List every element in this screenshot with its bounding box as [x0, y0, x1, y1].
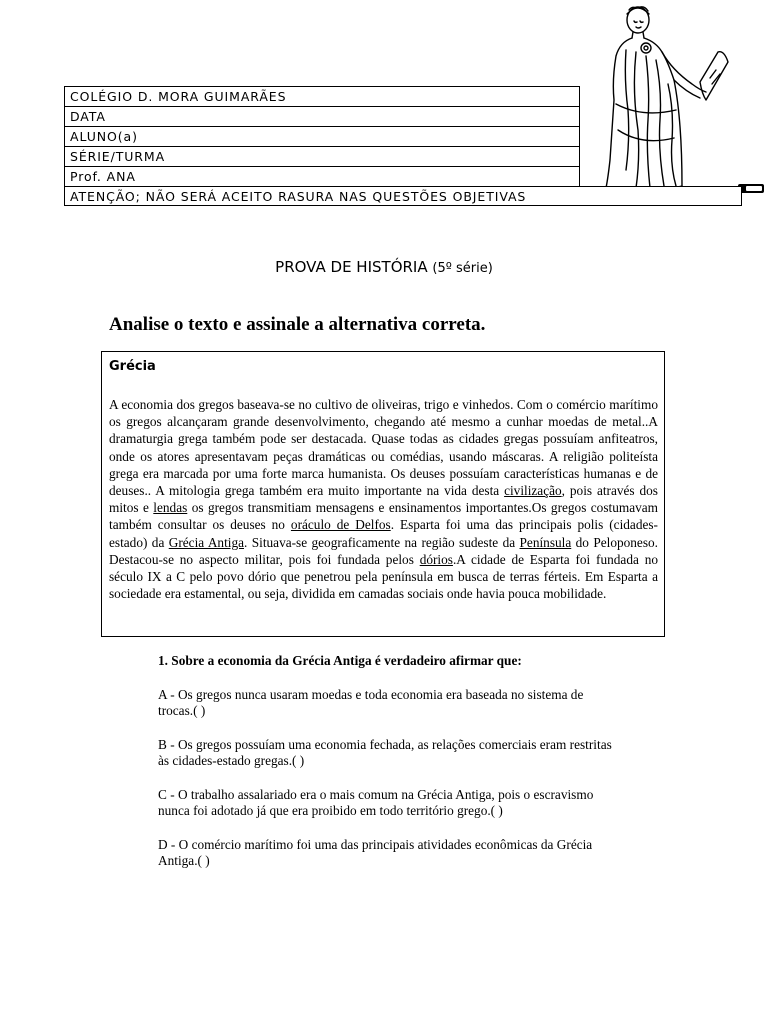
question-1 [158, 653, 618, 887]
exam-title-main: PROVA DE HISTÓRIA [275, 258, 428, 276]
text-segment: . Esparta foi uma das principais polis (cidades-estado) da [109, 517, 658, 550]
question-stem: 1. Sobre a economia da Grécia Antiga é verdadeiro afirmar que: [158, 653, 522, 668]
grade-class-field: SÉRIE/TURMA [64, 146, 580, 166]
option-b[interactable]: B - Os gregos possuíam uma economia fechada, as relações comerciais eram restritas às cidades-estado gregas.( ) [158, 736, 612, 768]
date-field: DATA [64, 106, 580, 126]
instruction-heading: Analise o texto e assinale a alternativa correta. [109, 314, 486, 335]
exam-title-grade: (5º série) [432, 261, 493, 276]
link-grecia-antiga[interactable]: Grécia Antiga [168, 534, 245, 550]
student-name-field: ALUNO(a) [64, 126, 580, 146]
text-segment: , pois através dos mitos e [109, 483, 658, 516]
school-name-field: COLÉGIO D. MORA GUIMARÃES [64, 86, 580, 106]
option-c[interactable]: C - O trabalho assalariado era o mais comum na Grécia Antiga, pois o escravismo nunca foi adotado já que era proibido em todo território grego.( ) [158, 786, 594, 818]
exam-title [0, 258, 768, 276]
reading-text-box [101, 351, 665, 637]
teacher-field: Prof. ANA [64, 166, 580, 186]
reading-text-body [109, 396, 658, 602]
option-a[interactable]: A - Os gregos nunca usaram moedas e toda economia era baseada no sistema de trocas.( ) [158, 686, 584, 718]
text-segment: .A cidade de Esparta foi fundada no século IX a C pelo povo dório que penetrou pela península em busca de terras férteis. Em Esparta a sociedade era estamental, ou seja, dividida em camadas sociais onde havia pouca mobilidade. [109, 551, 658, 602]
text-segment: os gregos transmitiam mensagens e ensinamentos importantes.Os gregos costumavam também consultar os deuses no [109, 500, 658, 533]
link-oraculo-de-delfos[interactable]: oráculo de Delfos [290, 517, 391, 533]
text-segment: . Situava-se geograficamente na região sudeste da [244, 534, 520, 550]
header-form [64, 86, 742, 206]
link-lendas[interactable]: lendas [153, 500, 188, 516]
link-peninsula[interactable]: Península [519, 534, 572, 550]
text-segment: A economia dos gregos baseava-se no cultivo de oliveiras, trigo e vinhedos. Com o comércio marítimo os gregos alcançaram grande desenvolvimento, chegando até mesmo a cunhar moedas de metal..A dramaturgia grega também pode ser destacada. Quase todas as cidades gregas possuíam anfiteatros, onde os atores apresentavam peças dramáticas ou comédias, usando máscaras. A religião politeísta grega era marcada por uma forte marca humanista. Os deuses possuíam características humanas e de deuses.. A mitologia grega também era muito importante na vida desta [109, 397, 658, 499]
link-civilizacao[interactable]: civilização [504, 483, 562, 499]
warning-notice: ATENÇÃO; NÃO SERÁ ACEITO RASURA NAS QUESTÕES OBJETIVAS [64, 186, 742, 206]
option-d[interactable]: D - O comércio marítimo foi uma das principais atividades econômicas da Grécia Antiga.( ) [158, 836, 593, 868]
reading-text-title: Grécia [109, 359, 156, 374]
text-segment: do Peloponeso. Destacou-se no aspecto militar, pois foi fundada pelos [109, 534, 658, 567]
link-dorios[interactable]: dórios [419, 551, 453, 567]
